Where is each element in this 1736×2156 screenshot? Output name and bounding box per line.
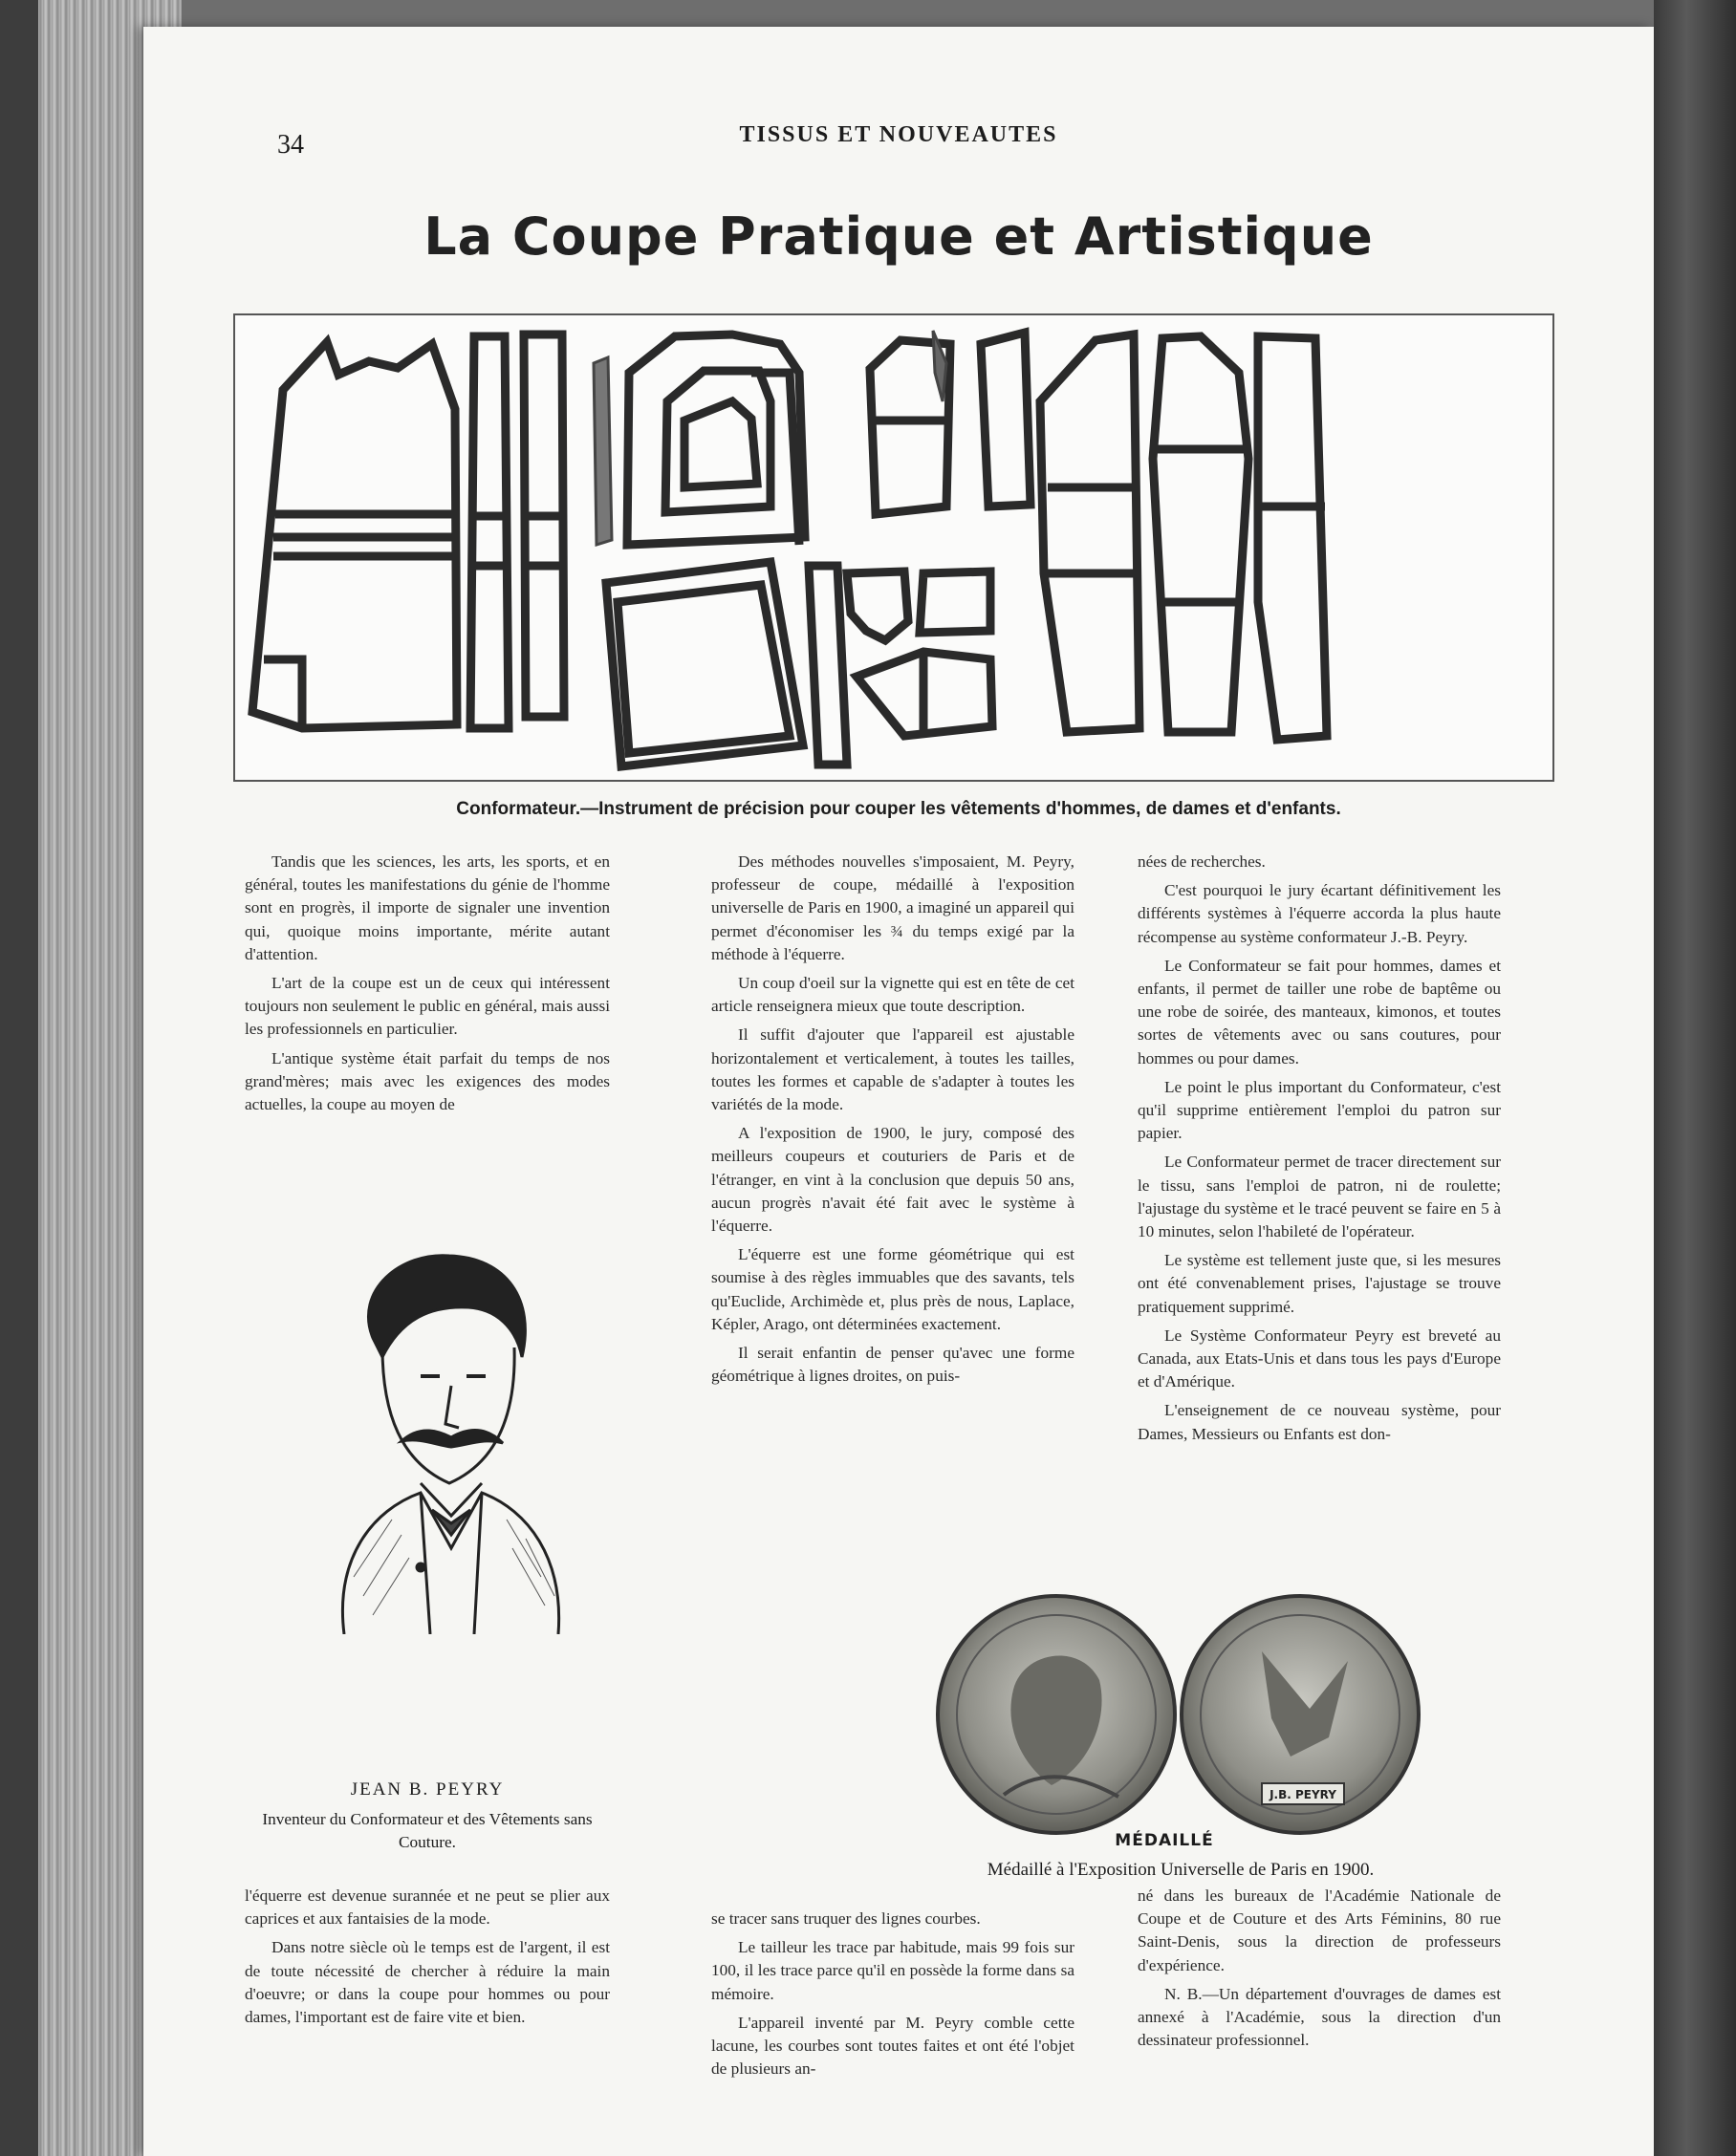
paragraph: l'équerre est devenue surannée et ne peut se plier aux caprices et aux fantaisies de la mode. [245, 1886, 610, 1929]
paragraph: L'appareil inventé par M. Peyry comble cette lacune, les courbes sont toutes faites et ont été l'objet de plusieurs an- [711, 2013, 1074, 2079]
paragraph: Il serait enfantin de penser qu'avec une forme géométrique à lignes droites, on puis- [711, 1344, 1074, 1386]
paragraph: Un coup d'oeil sur la vignette qui est en tête de cet article renseignera mieux que toute description. [711, 974, 1074, 1016]
paragraph: Tandis que les sciences, les arts, les sports, et en général, toutes les manifestations du génie de l'homme sont en progrès, il importe de signaler une invention qui, quoique moins importante, mérite autant d'attention. [245, 852, 610, 963]
paragraph: N. B.—Un département d'ouvrages de dames est annexé à l'Académie, sous la direction d'un dessinateur professionnel. [1138, 1984, 1501, 2050]
column-3-top [1138, 851, 1501, 1452]
figure-caption: Conformateur.—Instrument de précision pour couper les vêtements d'hommes, de dames et d'enfants. [456, 799, 1341, 819]
pattern-piece-lines [273, 514, 455, 556]
medal-image [851, 1575, 1510, 1864]
paragraph: Le Conformateur permet de tracer directement sur le tissu, sans l'emploi de patron, ni de roulette; l'ajustage du système et le tracé peuvent se faire en 5 à 10 minutes, selon l'habileté de l'opérateur. [1138, 1153, 1501, 1241]
portrait-drawing [287, 1233, 593, 1634]
column-2-top [711, 851, 1074, 1393]
paragraph: nées de recherches. [1138, 852, 1266, 871]
column-1-top [245, 851, 610, 1122]
medal-label: MÉDAILLÉ [1115, 1831, 1214, 1850]
paragraph: Le Système Conformateur Peyry est breveté au Canada, aux Etats-Unis et dans tous les pays d'Europe et d'Amérique. [1138, 1326, 1501, 1391]
paragraph: né dans les bureaux de l'Académie Nationale de Coupe et de Couture et des Arts Féminins, 80 rue Saint-Denis, sous la direction de professeurs d'expérience. [1138, 1886, 1501, 1974]
medal-drawing [851, 1575, 1510, 1864]
paragraph: Le Conformateur se fait pour hommes, dames et enfants, il permet de tailler une robe de baptême ou une robe de soirée, des manteaux, kimonos, et toutes sortes de vêtements avec ou sans coutures, pour hommes ou pour dames. [1138, 956, 1501, 1067]
paragraph: C'est pourquoi le jury écartant définitivement les différents systèmes à l'équerre accorda la plus haute récompense au système conformateur J.-B. Peyry. [1138, 881, 1501, 946]
pattern-piece [809, 566, 847, 765]
pattern-piece [847, 571, 908, 640]
paragraph: L'enseignement de ce nouveau système, pour Dames, Messieurs ou Enfants est don- [1138, 1401, 1501, 1443]
medal-plate: J.B. PEYRY [1269, 1788, 1336, 1801]
paragraph: Des méthodes nouvelles s'imposaient, M. Peyry, professeur de coupe, médaillé à l'exposition universelle de Paris en 1900, a imaginé un appareil qui permet d'économiser les ¾ du temps exigé par la méthode à l'équerre. [711, 852, 1074, 963]
pattern-piece [470, 336, 509, 728]
paragraph: se tracer sans truquer des lignes courbes. [711, 1909, 981, 1928]
column-2-bottom [711, 1908, 1074, 2086]
pattern-piece [1258, 336, 1327, 740]
paragraph: Dans notre siècle où le temps est de l'argent, il est de toute nécessité de chercher à réduire la main d'oeuvre; or dans la coupe pour hommes ou pour dames, l'important est de faire vite et bien. [245, 1938, 610, 2027]
facing-page-edge [1654, 0, 1736, 2156]
paragraph: L'équerre est une forme géométrique qui est soumise à des règles immuables que des savants, tels qu'Euclide, Archimède et, plus près de nous, Laplace, Képler, Arago, ont déterminées exactement. [711, 1245, 1074, 1333]
paragraph: Le point le plus important du Conformateur, c'est qu'il supprime entièrement l'emploi du patron sur papier. [1138, 1077, 1501, 1143]
portrait-caption: Inventeur du Conformateur et des Vêtements sans Couture. [262, 1810, 593, 1851]
blade-piece [594, 357, 612, 545]
page-number: 34 [277, 130, 304, 160]
pattern-piece [1040, 334, 1139, 732]
pattern-piece [920, 571, 990, 633]
magazine-page [143, 27, 1654, 2156]
paragraph: Le système est tellement juste que, si les mesures ont été convenablement prises, l'ajustage se trouve pratiquement supprimé. [1138, 1251, 1501, 1316]
paragraph: A l'exposition de 1900, le jury, composé des meilleurs coupeurs et couturiers de Paris et de l'étranger, en vint à la conclusion que depuis 50 ans, aucun progrès n'avait été fait avec le système à l'équerre. [711, 1124, 1074, 1236]
article-title: La Coupe Pratique et Artistique [423, 206, 1374, 267]
paragraph: L'art de la coupe est un de ceux qui intéressent toujours non seulement le public en général, mais aussi les professionnels en particulier. [245, 974, 610, 1039]
paragraph: Le tailleur les trace par habitude, mais 99 fois sur 100, il les trace parce qu'il en possède la forme dans sa mémoire. [711, 1938, 1074, 2003]
pattern-piece [1153, 336, 1248, 732]
pattern-pieces-drawing [235, 315, 1552, 780]
running-head: TISSUS ET NOUVEAUTES [739, 122, 1058, 147]
book-binding [0, 0, 38, 2156]
portrait-engraving [287, 1233, 593, 1634]
paragraph: L'antique système était parfait du temps de nos grand'mères; mais avec les exigences des modes actuelles, la coupe au moyen de [245, 1048, 610, 1114]
column-1-bottom [245, 1885, 610, 2035]
portrait-name: JEAN B. PEYRY [350, 1779, 505, 1800]
pattern-piece [524, 334, 564, 717]
column-3-bottom [1138, 1885, 1501, 2058]
conformateur-illustration [233, 313, 1554, 782]
pattern-piece [981, 333, 1031, 507]
paragraph: Il suffit d'ajouter que l'appareil est ajustable horizontalement et verticalement, à toutes les tailles, toutes les formes et capable de s'adapter à toutes les variétés de la mode. [711, 1025, 1074, 1114]
medal-caption: Médaillé à l'Exposition Universelle de Paris en 1900. [987, 1860, 1375, 1880]
